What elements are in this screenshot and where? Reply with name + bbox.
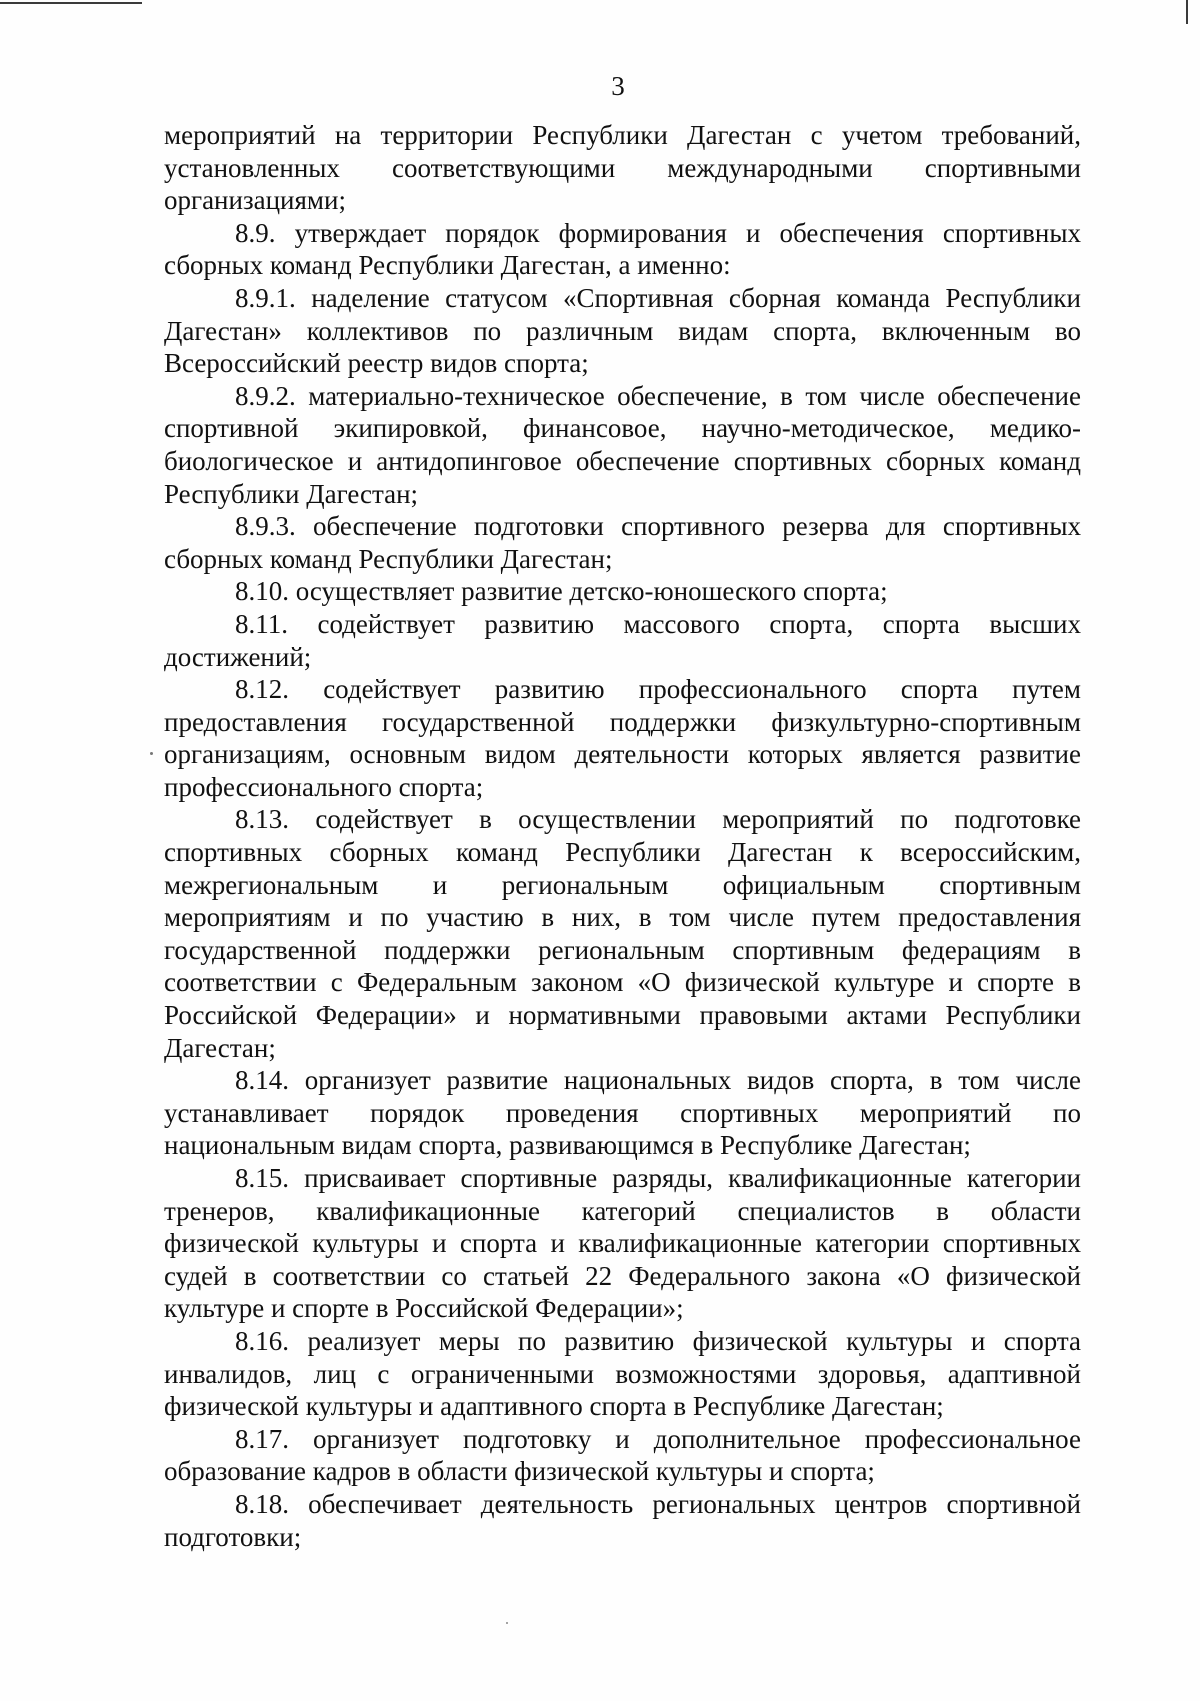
text-line: 8.16. реализует меры по развитию физической культуры и спорта [235, 1325, 1081, 1356]
text-line: сборных команд Республики Дагестан; [164, 543, 613, 574]
text-line: спортивной экипировкой, финансовое, научно-методическое, медико- [164, 413, 1081, 444]
text-line: Дагестан» коллективов по различным видам спорта, включенным во [164, 315, 1081, 346]
paragraph-8-16 [164, 1325, 1081, 1423]
text-line: установленных соответствующими международными спортивными [164, 152, 1081, 183]
text-line: 8.11. содействует развитию массового спорта, спорта высших [235, 608, 1081, 639]
paragraph-8-18 [164, 1488, 1081, 1553]
paragraph-8-9 [164, 217, 1081, 282]
text-line: физической культуры и спорта и квалификационные категории спортивных [164, 1228, 1081, 1259]
text-line: 8.13. содействует в осуществлении мероприятий по подготовке [235, 804, 1081, 835]
text-line: физической культуры и адаптивного спорта в Республике Дагестан; [164, 1391, 944, 1422]
text-line: Всероссийский реестр видов спорта; [164, 348, 589, 379]
paragraph-8-9-1 [164, 282, 1081, 380]
text-line: биологическое и антидопинговое обеспечение спортивных сборных команд [164, 445, 1081, 476]
paragraph-8-17 [164, 1423, 1081, 1488]
text-line: 8.12. содействует развитию профессионального спорта путем [235, 674, 1081, 705]
document-body [164, 119, 1081, 1553]
scan-edge-line [0, 2, 142, 4]
text-line: предоставления государственной поддержки физкультурно-спортивным [164, 706, 1081, 737]
text-line: 8.9.3. обеспечение подготовки спортивного резерва для спортивных [235, 511, 1081, 542]
paragraph-8-10 [164, 575, 1081, 608]
paragraph-8-13 [164, 803, 1081, 1064]
text-line: инвалидов, лиц с ограниченными возможностями здоровья, адаптивной [164, 1358, 1081, 1389]
text-line: профессионального спорта; [164, 771, 484, 802]
text-line: организациям, основным видом деятельности которых является развитие [164, 739, 1081, 770]
text-line: 8.15. присваивает спортивные разряды, квалификационные категории [235, 1163, 1081, 1193]
text-line: 8.9. утверждает порядок формирования и обеспечения спортивных [235, 217, 1081, 248]
text-line: 8.10. осуществляет развитие детско-юношеского спорта; [235, 576, 888, 607]
page-number: 3 [611, 71, 625, 101]
text-line: Российской Федерации» и нормативными правовыми актами Республики [164, 1000, 1081, 1031]
text-line: культуре и спорте в Российской Федерации»; [164, 1293, 684, 1324]
text-line: национальным видам спорта, развивающимся в Республике Дагестан; [164, 1130, 971, 1161]
text-line: государственной поддержки региональным спортивным федерациям в [164, 934, 1081, 965]
text-line: 8.17. организует подготовку и дополнительное профессиональное [235, 1423, 1081, 1454]
scan-edge-line [1186, 0, 1188, 24]
text-line: устанавливает порядок проведения спортивных мероприятий по [164, 1097, 1081, 1128]
paragraph-8-14 [164, 1064, 1081, 1162]
paragraph-8-9-2 [164, 380, 1081, 510]
paragraph-8-12 [164, 673, 1081, 803]
text-line: сборных команд Республики Дагестан, а именно: [164, 250, 731, 281]
text-line: мероприятиям и по участию в них, в том числе путем предоставления [164, 902, 1081, 933]
paragraph-8-9-3 [164, 510, 1081, 575]
text-line: Дагестан; [164, 1032, 276, 1063]
text-line: 8.14. организует развитие национальных видов спорта, в том числе [235, 1065, 1081, 1096]
text-line: межрегиональным и региональным официальным спортивным [164, 869, 1081, 900]
text-line: мероприятий на территории Республики Дагестан с учетом требований, [164, 120, 1081, 150]
paragraph-continuation [164, 119, 1081, 217]
text-line: соответствии с Федеральным законом «О физической культуре и спорте в [164, 967, 1081, 998]
text-line: 8.18. обеспечивает деятельность региональных центров спортивной [235, 1488, 1081, 1519]
text-line: судей в соответствии со статьей 22 Федерального закона «О физической [164, 1260, 1081, 1291]
text-line: организациями; [164, 185, 346, 216]
paragraph-8-11 [164, 608, 1081, 673]
text-line: подготовки; [164, 1521, 302, 1552]
text-line: спортивных сборных команд Республики Дагестан к всероссийским, [164, 837, 1081, 868]
scan-speck [150, 752, 153, 755]
text-line: образование кадров в области физической культуры и спорта; [164, 1456, 875, 1487]
text-line: 8.9.1. наделение статусом «Спортивная сборная команда Республики [235, 282, 1081, 313]
paragraph-8-15 [164, 1162, 1081, 1325]
scan-speck [506, 1622, 508, 1624]
text-line: достижений; [164, 641, 312, 672]
text-line: тренеров, квалификационные категорий специалистов в области [164, 1195, 1081, 1226]
text-line: 8.9.2. материально-техническое обеспечение, в том числе обеспечение [235, 380, 1081, 411]
text-line: Республики Дагестан; [164, 478, 419, 509]
